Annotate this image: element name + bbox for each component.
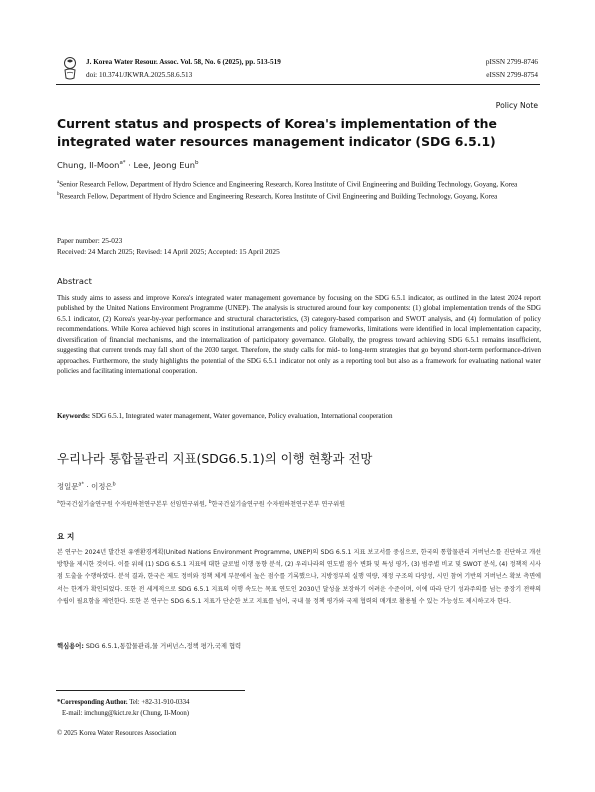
abstract-ko-body: 본 연구는 2024년 발간된 유엔환경계획(United Nations Environment Programme, UNEP)의 SDG 6.5.1 지표 보고서를 중심으로, 한국의 통합물관리 거버넌스를 진단하고 개선 방향을 제시한 것이다. 이를 위해 (1) SDG 6.5.1 지표에 대한 글로벌 이행 동향 분석, (2) 우리나라의 연도별 점수 변화 및 특성 평가, (3) 범주별 비교 및 SWOT 분석, (4) 정책적 시사점 도출을 수행하였다. 분석 결과, 한국은 제도 정비와 정책 체계 부문에서 높은 점수를 기록했으나, 지방정부의 실행 역량, 재정 구조의 다양성, 시민 참여 기반의 거버넌스 확보 측면에서는 한계가 확인되었다. 또한 전 세계적으로 SDG 6.5.1 지표의 이행 속도는 목표 연도인 2030년 달성을 보장하기 어려운 수준이며, 이에 따라 단기 성과주의를 넘는 중장기 전략의 수립이 필요함을 제언한다. 또한 본 연구는 SDG 6.5.1 지표가 단순한 보고 지표를 넘어, 국내 물 정책 평가와 국제 협력의 매개로 활용될 수 있는 가능성도 제시하고자 한다. <box>57 549 541 605</box>
pissn-label: pISSN 2799-8746 <box>485 58 538 66</box>
section-label: Policy Note <box>495 101 538 110</box>
keywords-ko-label: 핵심용어: <box>57 643 84 650</box>
author-superscript: a* <box>119 160 126 167</box>
paper-title-en: Current status and prospects of Korea's implementation of the integrated water resources management indicator (SDG 6.5.1) <box>57 116 497 149</box>
paper-title-ko: 우리나라 통합물관리 지표(SDG6.5.1)의 이행 현황과 전망 <box>57 451 373 466</box>
author-separator: · <box>125 160 134 170</box>
author-name: Chung, Il-Moon <box>57 160 120 170</box>
abstract-ko-heading: 요 지 <box>57 532 75 541</box>
author-superscript: b <box>112 481 116 488</box>
corresponding-label: *Corresponding Author. <box>57 699 128 706</box>
received-dates: Received: 24 March 2025; Revised: 14 April 2025; Accepted: 15 April 2025 <box>57 247 280 256</box>
keywords-text: SDG 6.5.1, Integrated water management, Water governance, Policy evaluation, International cooperation <box>91 412 393 420</box>
keywords-label: Keywords: <box>57 412 91 420</box>
abstract-heading: Abstract <box>57 276 92 286</box>
journal-citation: J. Korea Water Resour. Assoc. Vol. 58, No. 6 (2025), pp. 513-519 <box>86 58 281 66</box>
copyright-notice: © 2025 Korea Water Resources Association <box>57 730 177 737</box>
header-divider <box>56 84 540 85</box>
keywords-en <box>57 411 541 421</box>
authors-ko <box>57 481 116 492</box>
affiliations-ko: $^a$한국건설기술연구원 수자원하천연구본부 선임연구위원, $^b$한국건설기술연구원 수자원하천연구본부 연구위원 <box>57 499 346 508</box>
keywords-ko-text: SDG 6.5.1,통합물관리,물 거버넌스,정책 평가,국제 협력 <box>83 643 242 650</box>
author-superscript: a* <box>78 481 84 488</box>
keywords-ko <box>57 641 241 650</box>
paper-number: Paper number: 25-023 <box>57 236 123 245</box>
author-separator: · <box>84 482 92 491</box>
author-superscript: b <box>195 160 199 167</box>
corresponding-tel: Tel: +82-31-910-0334 <box>127 699 190 706</box>
eissn-label: eISSN 2799-8754 <box>486 71 538 79</box>
author-name: 정일문 <box>57 482 79 491</box>
affiliation-item: $^a$Senior Research Fellow, Department of Hydro Science and Engineering Research, Korea Institute of Civil Engineering and Building Technology, Goyang, Korea <box>57 180 518 189</box>
authors-en <box>57 160 199 170</box>
footnote-divider <box>56 690 245 691</box>
author-name: Lee, Jeong Eun <box>133 160 195 170</box>
corresponding-email[interactable]: E-mail: imchung@kict.re.kr (Chung, Il-Moon) <box>62 710 190 717</box>
journal-logo-icon <box>62 57 78 81</box>
corresponding-author <box>57 699 189 706</box>
affiliations-en <box>57 178 547 202</box>
author-name: 이정은 <box>91 482 113 491</box>
abstract-body: This study aims to assess and improve Korea's integrated water management governance by focusing on the SDG 6.5.1 indicator, as outlined in the latest 2024 report published by the United Nations Environment Programme (UNEP). The analysis is structured around four key components: (1) global implementation trends of the SDG 6.5.1 indicator, (2) Korea's year-by-year performance and structural characteristics, (3) category-based comparison and SWOT analysis, and (4) formulation of policy recommendations. While Korea achieved high scores in institutional arrangements and policy frameworks, limitations were identified in local implementation capacity, diversification of financial mechanisms, and the internalization of participatory governance. Globally, the progress toward achieving SDG 6.5.1 remains insufficient, suggesting that current trends may fall short of the 2030 target. Therefore, the study calls for mid- to long-term strategies that go beyond short-term performance-driven approaches. Furthermore, the study highlights the potential of the SDG 6.5.1 indicator not only as a reporting tool but also as a framework for evaluating national water policies and facilitating international cooperation. <box>57 294 541 376</box>
doi-link[interactable]: doi: 10.3741/JKWRA.2025.58.6.513 <box>86 71 193 79</box>
affiliation-item: $^b$Research Fellow, Department of Hydro Science and Engineering Research, Korea Institute of Civil Engineering and Building Technology, Goyang, Korea <box>57 191 498 201</box>
